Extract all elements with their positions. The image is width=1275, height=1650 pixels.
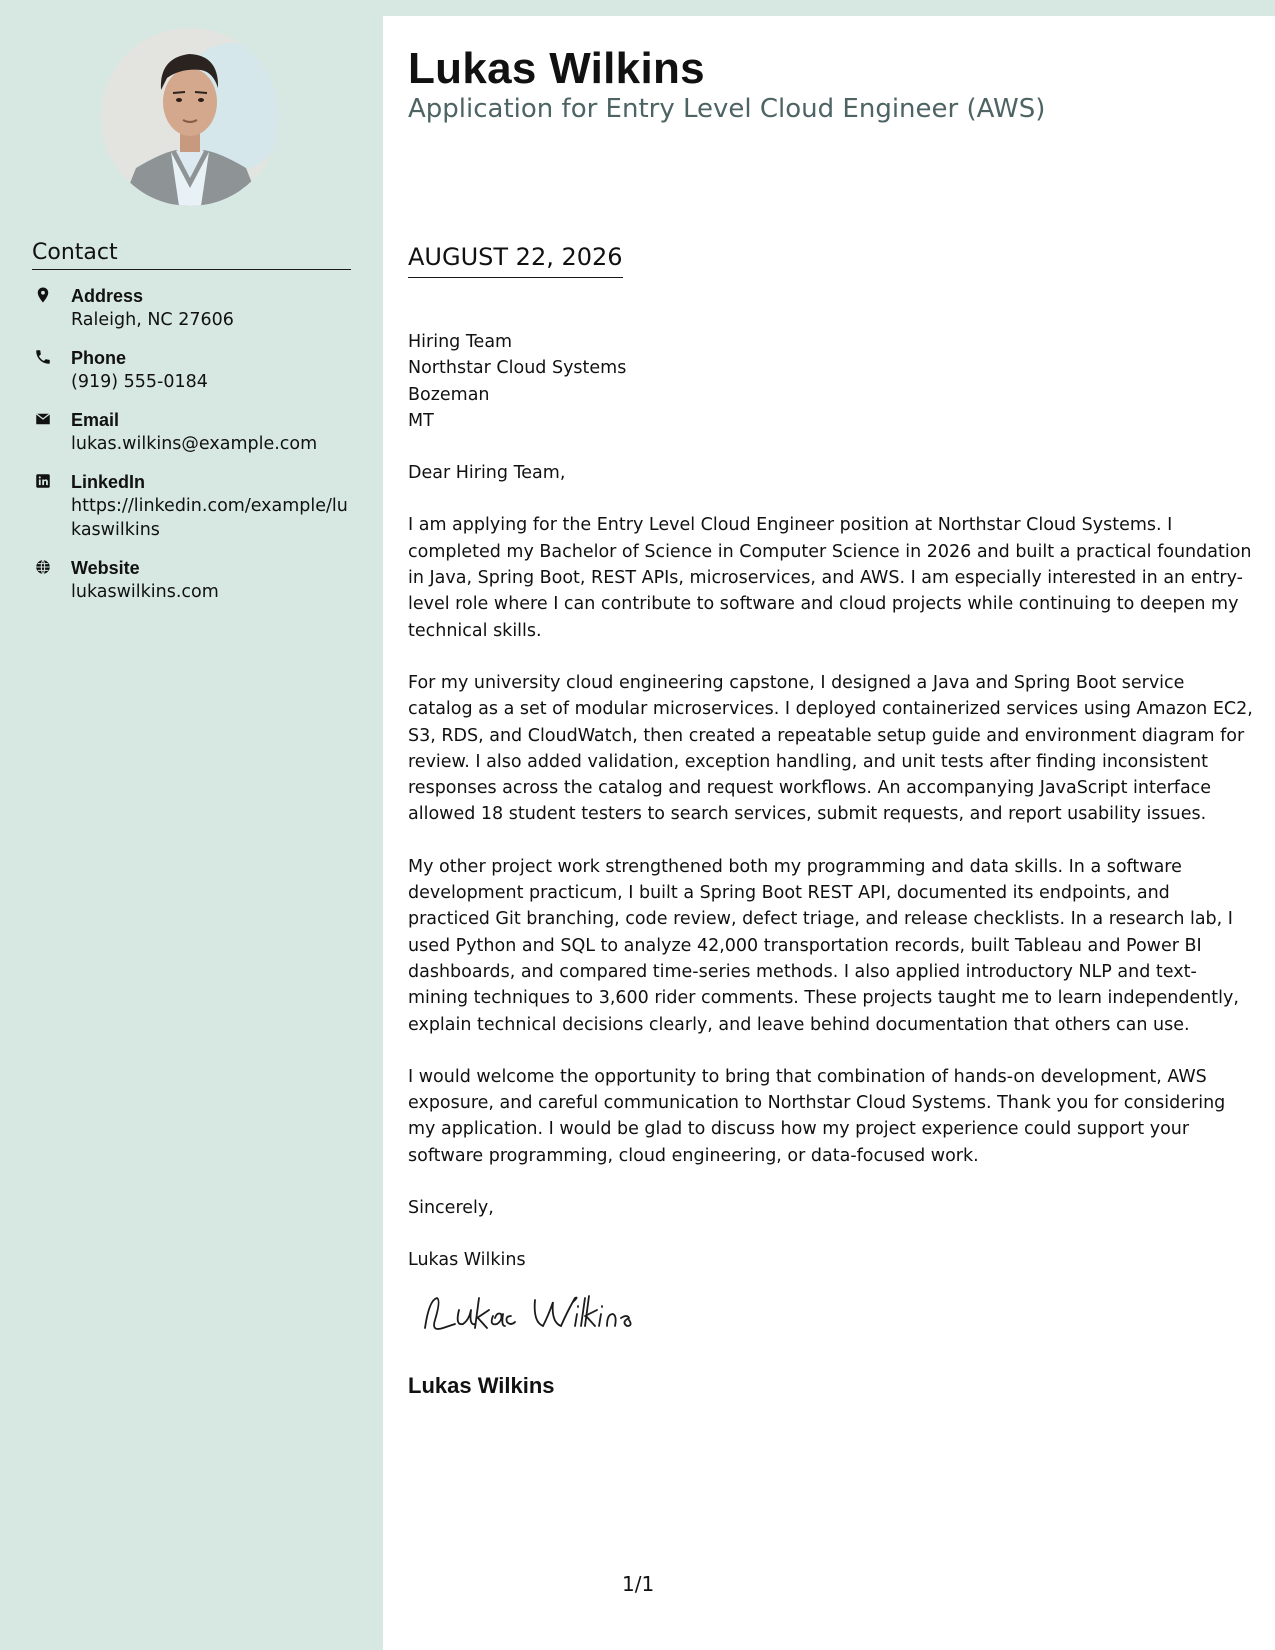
map-pin-icon <box>34 286 52 304</box>
signer-name: Lukas Wilkins <box>408 1250 526 1271</box>
contact-phone <box>32 346 357 394</box>
paragraph: My other project work strengthened both my programming and data skills. In a software development practicum, I built a Spring Boot REST API, documented its endpoints, and practiced Git branching, code review, defect triage, and release checklists. In a research lab, I used Python and SQL to analyze 42,000 transportation records, built Tableau and Power BI dashboards, and compared time-series methods. I also applied introductory NLP and text-mining techniques to 3,600 rider comments. These projects taught me to learn independently, explain technical decisions clearly, and leave behind documentation that others can use. <box>408 856 1239 1035</box>
recipient-line: MT <box>408 410 434 431</box>
avatar <box>101 28 279 206</box>
contact-heading: Contact <box>32 240 351 270</box>
page-number: 1/1 <box>622 1572 655 1596</box>
website-value[interactable]: lukaswilkins.com <box>71 582 219 602</box>
envelope-icon <box>34 410 52 428</box>
salutation: Dear Hiring Team, <box>408 463 566 484</box>
contact-label: LinkedIn <box>71 472 146 492</box>
phone-value: (919) 555-0184 <box>71 372 208 392</box>
address-value: Raleigh, NC 27606 <box>71 310 234 330</box>
contact-label: Address <box>71 286 144 306</box>
email-value[interactable]: lukas.wilkins@example.com <box>71 434 318 454</box>
letter-body <box>408 303 1253 1300</box>
signature-image <box>415 1280 675 1350</box>
handwritten-signature <box>415 1280 675 1350</box>
contact-label: Email <box>71 410 120 430</box>
recipient-line: Northstar Cloud Systems <box>408 358 627 379</box>
contact-label: Phone <box>71 348 127 368</box>
closing: Sincerely, <box>408 1198 494 1219</box>
application-subtitle: Application for Entry Level Cloud Engineer (AWS) <box>408 94 1046 124</box>
linkedin-value[interactable]: https://linkedin.com/example/lukaswilkins <box>71 496 348 540</box>
phone-icon <box>34 348 52 366</box>
profile-photo <box>101 28 279 206</box>
paragraph: I am applying for the Entry Level Cloud Engineer position at Northstar Cloud Systems. I completed my Bachelor of Science in Computer Science in 2026 and built a practical foundation in Java, Spring Boot, REST APIs, microservices, and AWS. I am especially interested in an entry-level role where I can contribute to software and cloud projects while continuing to deepen my technical skills. <box>408 515 1252 641</box>
letter-date: AUGUST 22, 2026 <box>408 243 623 278</box>
contact-linkedin <box>32 470 357 542</box>
contact-website <box>32 556 357 604</box>
paragraph: I would welcome the opportunity to bring that combination of hands-on development, AWS exposure, and careful communication to Northstar Cloud Systems. Thank you for considering my application. I would be glad to discuss how my project experience could support your software programming, cloud engineering, or data-focused work. <box>408 1066 1226 1166</box>
sidebar <box>0 0 383 1650</box>
contact-label: Website <box>71 558 140 578</box>
contact-list <box>32 284 357 618</box>
linkedin-icon <box>34 472 52 490</box>
contact-address <box>32 284 357 332</box>
applicant-name: Lukas Wilkins <box>408 44 705 93</box>
footer-name: Lukas Wilkins <box>408 1373 555 1398</box>
recipient-line: Bozeman <box>408 384 490 405</box>
globe-icon <box>34 558 52 576</box>
recipient-line: Hiring Team <box>408 332 513 352</box>
contact-email <box>32 408 357 456</box>
paragraph: For my university cloud engineering capstone, I designed a Java and Spring Boot service catalog as a set of modular microservices. I deployed containerized services using Amazon EC2, S3, RDS, and CloudWatch, then created a repeatable setup guide and environment diagram for review. I also added validation, exception handling, and unit tests after finding inconsistent responses across the catalog and request workflows. An accompanying JavaScript interface allowed 18 student testers to search services, submit requests, and report usability issues. <box>408 672 1253 825</box>
